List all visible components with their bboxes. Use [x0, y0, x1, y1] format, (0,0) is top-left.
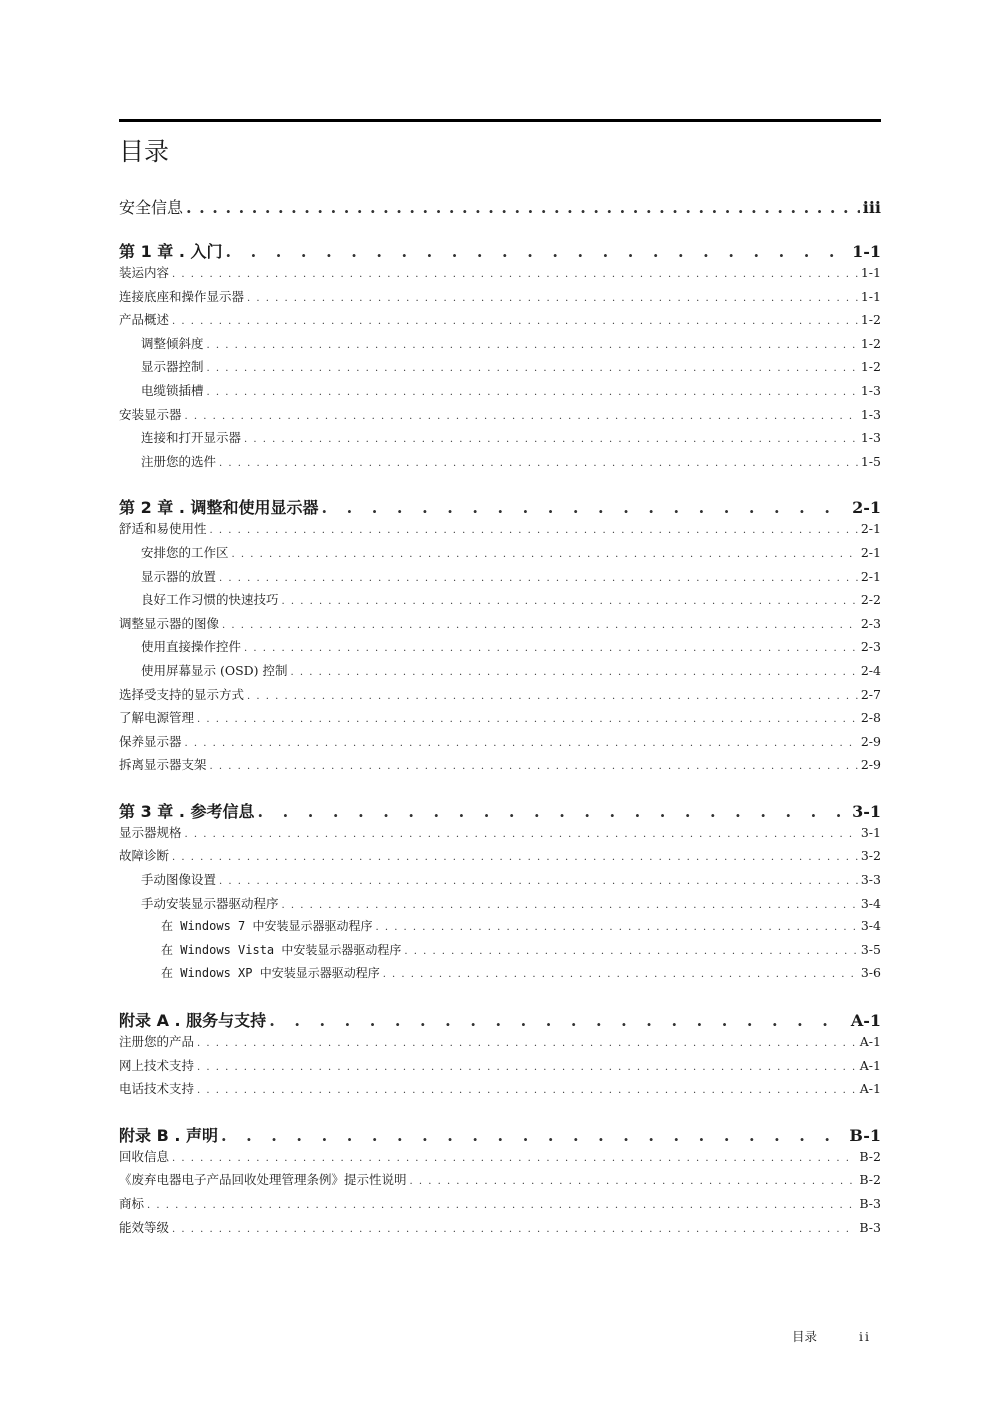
toc-entry[interactable] — [119, 1079, 881, 1103]
toc-chapter-heading[interactable] — [119, 495, 881, 519]
table-of-contents — [119, 195, 881, 1241]
toc-chapter-heading[interactable] — [119, 799, 881, 823]
dot-leader — [244, 639, 858, 654]
toc-entry[interactable] — [119, 452, 881, 476]
dot-leader — [147, 1196, 856, 1211]
toc-entry[interactable] — [119, 917, 881, 941]
toc-entry[interactable] — [119, 263, 881, 287]
toc-entry[interactable] — [119, 590, 881, 614]
toc-entry-label: 调整倾斜度 — [141, 335, 204, 351]
toc-entry-label: 电话技术支持 — [119, 1081, 195, 1097]
dot-leader — [244, 430, 858, 445]
toc-entry-label: 使用屏幕显示 (OSD) 控制 — [141, 662, 288, 678]
toc-entry[interactable] — [119, 846, 881, 870]
dot-leader — [375, 918, 857, 933]
toc-entry[interactable] — [119, 661, 881, 685]
dot-leader — [197, 1034, 857, 1049]
toc-chapter-section — [119, 799, 881, 988]
dot-leader — [282, 896, 858, 911]
dot-leader — [172, 1149, 856, 1164]
toc-entry-page: 3-2 — [860, 848, 881, 864]
toc-chapter-section — [119, 1123, 881, 1241]
toc-entry-page: B-2 — [859, 1148, 881, 1164]
toc-entry[interactable] — [119, 543, 881, 567]
toc-entry[interactable] — [119, 287, 881, 311]
toc-entry-page: 2-7 — [860, 686, 881, 702]
toc-chapter-page: 1-1 — [852, 242, 881, 261]
toc-entry[interactable] — [119, 1147, 881, 1171]
toc-entry-page: 1-1 — [860, 288, 881, 304]
dot-leader — [186, 198, 860, 217]
toc-entry-page: 3-4 — [860, 895, 881, 911]
toc-chapter-heading[interactable] — [119, 1123, 881, 1147]
toc-entry-label: 显示器的放置 — [141, 568, 217, 584]
toc-entry-page: A-1 — [859, 1081, 881, 1097]
toc-entry[interactable] — [119, 405, 881, 429]
toc-entry-page: 1-2 — [860, 359, 881, 375]
toc-entry[interactable] — [119, 519, 881, 543]
toc-entry-label: 安全信息 — [119, 198, 184, 217]
toc-entry-label: 装运内容 — [119, 265, 170, 280]
toc-entry-page: A-1 — [859, 1034, 881, 1050]
dot-leader — [219, 569, 858, 584]
toc-entry[interactable] — [119, 1218, 881, 1242]
dot-leader — [258, 802, 850, 821]
toc-entry-label: 《废弃电器电子产品回收处理管理条例》提示性说明 — [119, 1172, 407, 1188]
toc-chapter-section — [119, 239, 881, 475]
toc-entry-label: 良好工作习惯的快速技巧 — [141, 592, 279, 608]
toc-entry-page: 3-4 — [860, 918, 881, 934]
dot-leader — [207, 336, 858, 351]
toc-entry-label: 安排您的工作区 — [141, 544, 229, 560]
dot-leader — [383, 965, 858, 980]
toc-entry-label: 连接底座和操作显示器 — [119, 288, 245, 304]
footer-page-number: ii — [859, 1329, 872, 1344]
page-footer — [792, 1327, 871, 1345]
toc-entry-label: 舒适和易使用性 — [119, 521, 207, 537]
toc-entry-page: B-3 — [859, 1196, 881, 1211]
dot-leader — [172, 1220, 856, 1235]
toc-entry-label: 在 Windows XP 中安装显示器驱动程序 — [161, 966, 380, 981]
toc-entry-page: 2-8 — [860, 710, 881, 726]
toc-chapter-page: B-1 — [849, 1125, 881, 1145]
toc-entry[interactable] — [119, 428, 881, 452]
toc-entry-label: 拆离显示器支架 — [119, 757, 207, 773]
toc-entry-page: 2-1 — [860, 568, 881, 584]
toc-entry[interactable] — [119, 870, 881, 894]
toc-chapter-page: A-1 — [850, 1011, 881, 1031]
toc-entry[interactable] — [119, 1056, 881, 1080]
dot-leader — [226, 242, 850, 261]
toc-entry-label: 能效等级 — [119, 1219, 170, 1235]
toc-entry-page: 2-3 — [860, 615, 881, 631]
footer-label: 目录 — [792, 1329, 818, 1344]
toc-entry-page: 3-6 — [860, 965, 881, 981]
toc-chapter-label: 附录 A . 服务与支持 — [119, 1011, 267, 1031]
toc-chapter-label: 附录 B . 声明 — [119, 1125, 218, 1145]
toc-entry[interactable] — [119, 1170, 881, 1194]
toc-entry-safety[interactable] — [119, 195, 881, 219]
toc-chapter-label: 第 2 章 . 调整和使用显示器 — [119, 498, 319, 518]
toc-entry-label: 在 Windows Vista 中安装显示器驱动程序 — [161, 942, 402, 957]
toc-entry[interactable] — [119, 614, 881, 638]
toc-entry-page: 1-2 — [860, 312, 881, 328]
toc-chapter-section — [119, 495, 881, 779]
toc-entry-page: 2-9 — [860, 733, 881, 749]
toc-entry-label: 了解电源管理 — [119, 710, 195, 726]
toc-entry-page: 1-1 — [860, 265, 881, 280]
toc-entry-page: 1-5 — [860, 453, 881, 469]
toc-entry-page: 2-9 — [860, 757, 881, 773]
toc-entry-page: 1-3 — [860, 382, 881, 398]
toc-entry-page: 1-3 — [860, 430, 881, 446]
toc-entry-page: 1-3 — [860, 406, 881, 422]
dot-leader — [404, 942, 857, 957]
toc-entry-page: 2-3 — [860, 639, 881, 655]
toc-entry[interactable] — [119, 381, 881, 405]
toc-entry-page: 2-2 — [860, 592, 881, 608]
toc-entry-label: 手动安装显示器驱动程序 — [141, 895, 279, 911]
toc-entry-label: 安装显示器 — [119, 406, 182, 422]
toc-entry-page: 1-2 — [860, 335, 881, 351]
top-rule — [119, 119, 881, 122]
toc-entry-page: 3-1 — [860, 824, 881, 840]
toc-entry-label: 显示器规格 — [119, 824, 182, 840]
dot-leader — [172, 265, 858, 280]
page-title: 目录 — [119, 137, 170, 166]
dot-leader — [282, 592, 858, 607]
chapter-list — [119, 239, 881, 1241]
toc-entry-label: 产品概述 — [119, 312, 170, 328]
toc-entry[interactable] — [119, 567, 881, 591]
toc-chapter-heading[interactable] — [119, 239, 881, 263]
toc-entry-page: 2-4 — [860, 662, 881, 678]
toc-chapter-section — [119, 1008, 881, 1103]
dot-leader — [247, 687, 858, 702]
toc-entry-label: 保养显示器 — [119, 733, 182, 749]
toc-chapter-label: 第 1 章 . 入门 — [119, 242, 223, 261]
dot-leader — [219, 872, 858, 887]
toc-entry[interactable] — [119, 964, 881, 988]
toc-entry[interactable] — [119, 894, 881, 918]
toc-entry-label: 网上技术支持 — [119, 1057, 195, 1073]
toc-entry[interactable] — [119, 637, 881, 661]
dot-leader — [185, 734, 858, 749]
toc-entry[interactable] — [119, 732, 881, 756]
toc-entry-page: 3-5 — [860, 941, 881, 957]
toc-entry-label: 显示器控制 — [141, 359, 204, 375]
dot-leader — [219, 454, 858, 469]
toc-entry-label: 使用直接操作控件 — [141, 639, 242, 655]
dot-leader — [172, 848, 858, 863]
dot-leader — [247, 289, 858, 304]
dot-leader — [185, 407, 858, 422]
toc-entry-label: 调整显示器的图像 — [119, 615, 220, 631]
toc-entry-page: A-1 — [859, 1057, 881, 1073]
toc-entry-page: 3-3 — [860, 872, 881, 888]
toc-entry[interactable] — [119, 708, 881, 732]
dot-leader — [197, 1081, 857, 1096]
dot-leader — [232, 545, 858, 560]
toc-entry-label: 手动图像设置 — [141, 872, 217, 888]
toc-entry-label: 故障诊断 — [119, 848, 170, 864]
toc-entry-page: B-2 — [859, 1172, 881, 1188]
dot-leader — [210, 521, 858, 536]
toc-chapter-heading[interactable] — [119, 1008, 881, 1032]
toc-entry-page: 2-1 — [860, 521, 881, 537]
toc-entry-label: 注册您的选件 — [141, 453, 217, 469]
toc-entry-label: 连接和打开显示器 — [141, 430, 242, 446]
toc-entry-label: 在 Windows 7 中安装显示器驱动程序 — [161, 919, 373, 934]
toc-entry[interactable] — [119, 941, 881, 965]
toc-chapter-page: 3-1 — [852, 801, 881, 821]
dot-leader — [221, 1126, 846, 1145]
dot-leader — [210, 757, 858, 772]
dot-leader — [197, 1058, 857, 1073]
toc-entry[interactable] — [119, 1194, 881, 1218]
dot-leader — [185, 825, 858, 840]
toc-entry[interactable] — [119, 334, 881, 358]
dot-leader — [322, 498, 850, 517]
dot-leader — [269, 1011, 848, 1030]
dot-leader — [207, 359, 858, 374]
toc-chapter-label: 第 3 章 . 参考信息 — [119, 801, 255, 821]
toc-entry[interactable] — [119, 685, 881, 709]
toc-entry[interactable] — [119, 357, 881, 381]
toc-entry[interactable] — [119, 1032, 881, 1056]
toc-entry[interactable] — [119, 823, 881, 847]
toc-entry-label: 电缆锁插槽 — [141, 382, 204, 398]
toc-entry-label: 商标 — [119, 1196, 145, 1211]
dot-leader — [197, 710, 858, 725]
toc-entry-page: B-3 — [859, 1219, 881, 1235]
toc-entry-page: iii — [862, 198, 881, 217]
dot-leader — [222, 616, 858, 631]
toc-entry[interactable] — [119, 755, 881, 779]
toc-entry-label: 回收信息 — [119, 1148, 170, 1164]
toc-entry[interactable] — [119, 310, 881, 334]
dot-leader — [410, 1172, 857, 1187]
toc-entry-page: 2-1 — [860, 544, 881, 560]
toc-entry-label: 选择受支持的显示方式 — [119, 686, 245, 702]
dot-leader — [172, 312, 858, 327]
dot-leader — [207, 383, 858, 398]
toc-entry-label: 注册您的产品 — [119, 1034, 195, 1050]
dot-leader — [291, 663, 858, 678]
toc-chapter-page: 2-1 — [852, 498, 881, 518]
